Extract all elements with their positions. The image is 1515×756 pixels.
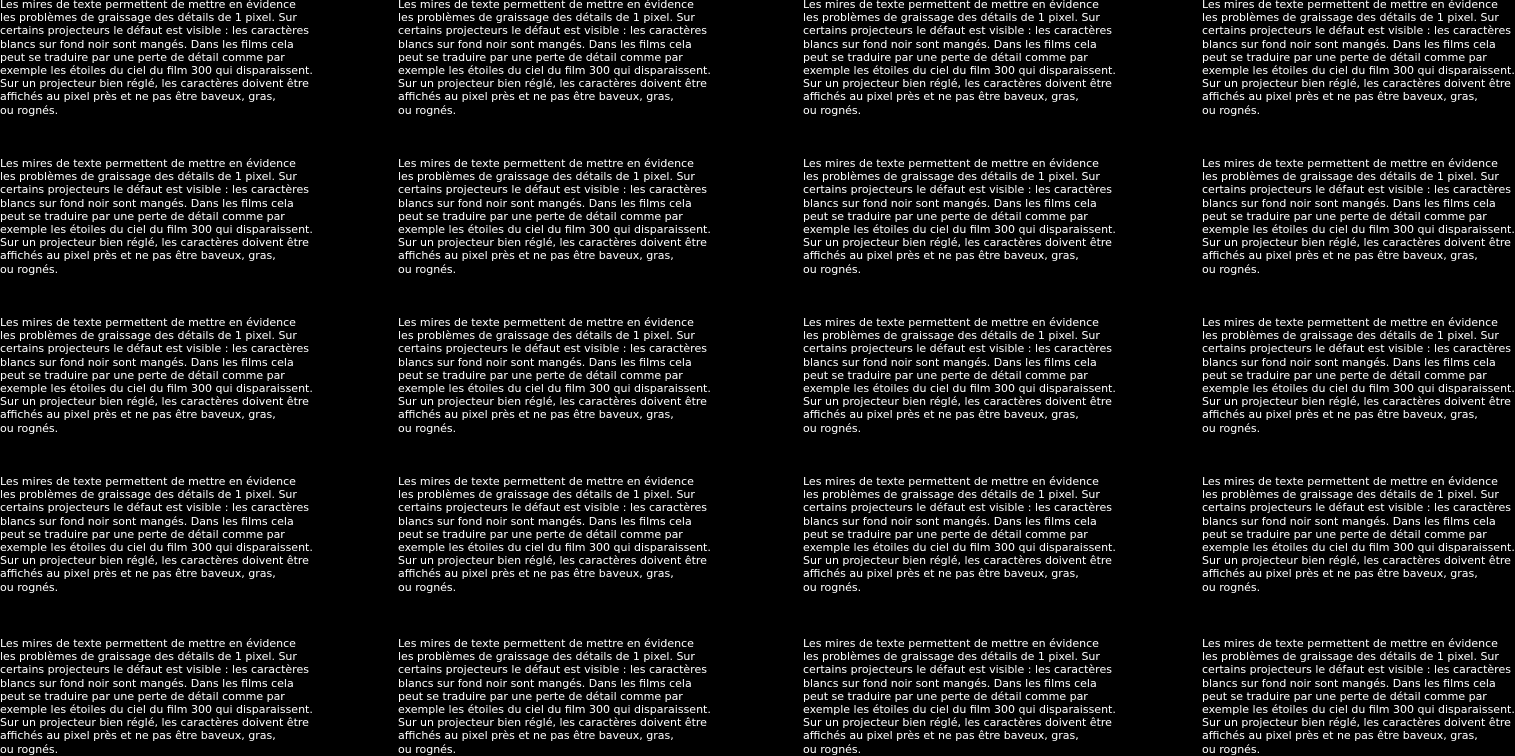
text-block: Les mires de texte permettent de mettre en évidence les problèmes de graissage des détails de 1 pixel. Sur certains projecteurs le défaut est visible : les caractères blancs sur fond noir sont mangés. Dans les films cela peut se traduire par une perte de détail comme par exemple les étoiles du ciel du film 300 qui disparaissent. Sur un projecteur bien réglé, les caractères doivent être affichés au pixel près et ne pas être baveux, gras, ou rognés. [398, 0, 711, 117]
text-block: Les mires de texte permettent de mettre en évidence les problèmes de graissage des détails de 1 pixel. Sur certains projecteurs le défaut est visible : les caractères blancs sur fond noir sont mangés. Dans les films cela peut se traduire par une perte de détail comme par exemple les étoiles du ciel du film 300 qui disparaissent. Sur un projecteur bien réglé, les caractères doivent être affichés au pixel près et ne pas être baveux, gras, ou rognés. [803, 637, 1116, 756]
text-block: Les mires de texte permettent de mettre en évidence les problèmes de graissage des détails de 1 pixel. Sur certains projecteurs le défaut est visible : les caractères blancs sur fond noir sont mangés. Dans les films cela peut se traduire par une perte de détail comme par exemple les étoiles du ciel du film 300 qui disparaissent. Sur un projecteur bien réglé, les caractères doivent être affichés au pixel près et ne pas être baveux, gras, ou rognés. [1202, 316, 1515, 435]
text-block: Les mires de texte permettent de mettre en évidence les problèmes de graissage des détails de 1 pixel. Sur certains projecteurs le défaut est visible : les caractères blancs sur fond noir sont mangés. Dans les films cela peut se traduire par une perte de détail comme par exemple les étoiles du ciel du film 300 qui disparaissent. Sur un projecteur bien réglé, les caractères doivent être affichés au pixel près et ne pas être baveux, gras, ou rognés. [1202, 475, 1515, 594]
text-block: Les mires de texte permettent de mettre en évidence les problèmes de graissage des détails de 1 pixel. Sur certains projecteurs le défaut est visible : les caractères blancs sur fond noir sont mangés. Dans les films cela peut se traduire par une perte de détail comme par exemple les étoiles du ciel du film 300 qui disparaissent. Sur un projecteur bien réglé, les caractères doivent être affichés au pixel près et ne pas être baveux, gras, ou rognés. [803, 157, 1116, 276]
text-block: Les mires de texte permettent de mettre en évidence les problèmes de graissage des détails de 1 pixel. Sur certains projecteurs le défaut est visible : les caractères blancs sur fond noir sont mangés. Dans les films cela peut se traduire par une perte de détail comme par exemple les étoiles du ciel du film 300 qui disparaissent. Sur un projecteur bien réglé, les caractères doivent être affichés au pixel près et ne pas être baveux, gras, ou rognés. [398, 637, 711, 756]
text-block: Les mires de texte permettent de mettre en évidence les problèmes de graissage des détails de 1 pixel. Sur certains projecteurs le défaut est visible : les caractères blancs sur fond noir sont mangés. Dans les films cela peut se traduire par une perte de détail comme par exemple les étoiles du ciel du film 300 qui disparaissent. Sur un projecteur bien réglé, les caractères doivent être affichés au pixel près et ne pas être baveux, gras, ou rognés. [0, 637, 313, 756]
text-block: Les mires de texte permettent de mettre en évidence les problèmes de graissage des détails de 1 pixel. Sur certains projecteurs le défaut est visible : les caractères blancs sur fond noir sont mangés. Dans les films cela peut se traduire par une perte de détail comme par exemple les étoiles du ciel du film 300 qui disparaissent. Sur un projecteur bien réglé, les caractères doivent être affichés au pixel près et ne pas être baveux, gras, ou rognés. [0, 316, 313, 435]
text-block: Les mires de texte permettent de mettre en évidence les problèmes de graissage des détails de 1 pixel. Sur certains projecteurs le défaut est visible : les caractères blancs sur fond noir sont mangés. Dans les films cela peut se traduire par une perte de détail comme par exemple les étoiles du ciel du film 300 qui disparaissent. Sur un projecteur bien réglé, les caractères doivent être affichés au pixel près et ne pas être baveux, gras, ou rognés. [0, 0, 313, 117]
text-block: Les mires de texte permettent de mettre en évidence les problèmes de graissage des détails de 1 pixel. Sur certains projecteurs le défaut est visible : les caractères blancs sur fond noir sont mangés. Dans les films cela peut se traduire par une perte de détail comme par exemple les étoiles du ciel du film 300 qui disparaissent. Sur un projecteur bien réglé, les caractères doivent être affichés au pixel près et ne pas être baveux, gras, ou rognés. [803, 316, 1116, 435]
text-block: Les mires de texte permettent de mettre en évidence les problèmes de graissage des détails de 1 pixel. Sur certains projecteurs le défaut est visible : les caractères blancs sur fond noir sont mangés. Dans les films cela peut se traduire par une perte de détail comme par exemple les étoiles du ciel du film 300 qui disparaissent. Sur un projecteur bien réglé, les caractères doivent être affichés au pixel près et ne pas être baveux, gras, ou rognés. [803, 0, 1116, 117]
text-block: Les mires de texte permettent de mettre en évidence les problèmes de graissage des détails de 1 pixel. Sur certains projecteurs le défaut est visible : les caractères blancs sur fond noir sont mangés. Dans les films cela peut se traduire par une perte de détail comme par exemple les étoiles du ciel du film 300 qui disparaissent. Sur un projecteur bien réglé, les caractères doivent être affichés au pixel près et ne pas être baveux, gras, ou rognés. [398, 475, 711, 594]
text-block: Les mires de texte permettent de mettre en évidence les problèmes de graissage des détails de 1 pixel. Sur certains projecteurs le défaut est visible : les caractères blancs sur fond noir sont mangés. Dans les films cela peut se traduire par une perte de détail comme par exemple les étoiles du ciel du film 300 qui disparaissent. Sur un projecteur bien réglé, les caractères doivent être affichés au pixel près et ne pas être baveux, gras, ou rognés. [0, 157, 313, 276]
text-block: Les mires de texte permettent de mettre en évidence les problèmes de graissage des détails de 1 pixel. Sur certains projecteurs le défaut est visible : les caractères blancs sur fond noir sont mangés. Dans les films cela peut se traduire par une perte de détail comme par exemple les étoiles du ciel du film 300 qui disparaissent. Sur un projecteur bien réglé, les caractères doivent être affichés au pixel près et ne pas être baveux, gras, ou rognés. [0, 475, 313, 594]
text-block: Les mires de texte permettent de mettre en évidence les problèmes de graissage des détails de 1 pixel. Sur certains projecteurs le défaut est visible : les caractères blancs sur fond noir sont mangés. Dans les films cela peut se traduire par une perte de détail comme par exemple les étoiles du ciel du film 300 qui disparaissent. Sur un projecteur bien réglé, les caractères doivent être affichés au pixel près et ne pas être baveux, gras, ou rognés. [398, 157, 711, 276]
text-block: Les mires de texte permettent de mettre en évidence les problèmes de graissage des détails de 1 pixel. Sur certains projecteurs le défaut est visible : les caractères blancs sur fond noir sont mangés. Dans les films cela peut se traduire par une perte de détail comme par exemple les étoiles du ciel du film 300 qui disparaissent. Sur un projecteur bien réglé, les caractères doivent être affichés au pixel près et ne pas être baveux, gras, ou rognés. [1202, 637, 1515, 756]
text-block: Les mires de texte permettent de mettre en évidence les problèmes de graissage des détails de 1 pixel. Sur certains projecteurs le défaut est visible : les caractères blancs sur fond noir sont mangés. Dans les films cela peut se traduire par une perte de détail comme par exemple les étoiles du ciel du film 300 qui disparaissent. Sur un projecteur bien réglé, les caractères doivent être affichés au pixel près et ne pas être baveux, gras, ou rognés. [803, 475, 1116, 594]
text-block: Les mires de texte permettent de mettre en évidence les problèmes de graissage des détails de 1 pixel. Sur certains projecteurs le défaut est visible : les caractères blancs sur fond noir sont mangés. Dans les films cela peut se traduire par une perte de détail comme par exemple les étoiles du ciel du film 300 qui disparaissent. Sur un projecteur bien réglé, les caractères doivent être affichés au pixel près et ne pas être baveux, gras, ou rognés. [1202, 0, 1515, 117]
text-block: Les mires de texte permettent de mettre en évidence les problèmes de graissage des détails de 1 pixel. Sur certains projecteurs le défaut est visible : les caractères blancs sur fond noir sont mangés. Dans les films cela peut se traduire par une perte de détail comme par exemple les étoiles du ciel du film 300 qui disparaissent. Sur un projecteur bien réglé, les caractères doivent être affichés au pixel près et ne pas être baveux, gras, ou rognés. [398, 316, 711, 435]
text-block: Les mires de texte permettent de mettre en évidence les problèmes de graissage des détails de 1 pixel. Sur certains projecteurs le défaut est visible : les caractères blancs sur fond noir sont mangés. Dans les films cela peut se traduire par une perte de détail comme par exemple les étoiles du ciel du film 300 qui disparaissent. Sur un projecteur bien réglé, les caractères doivent être affichés au pixel près et ne pas être baveux, gras, ou rognés. [1202, 157, 1515, 276]
